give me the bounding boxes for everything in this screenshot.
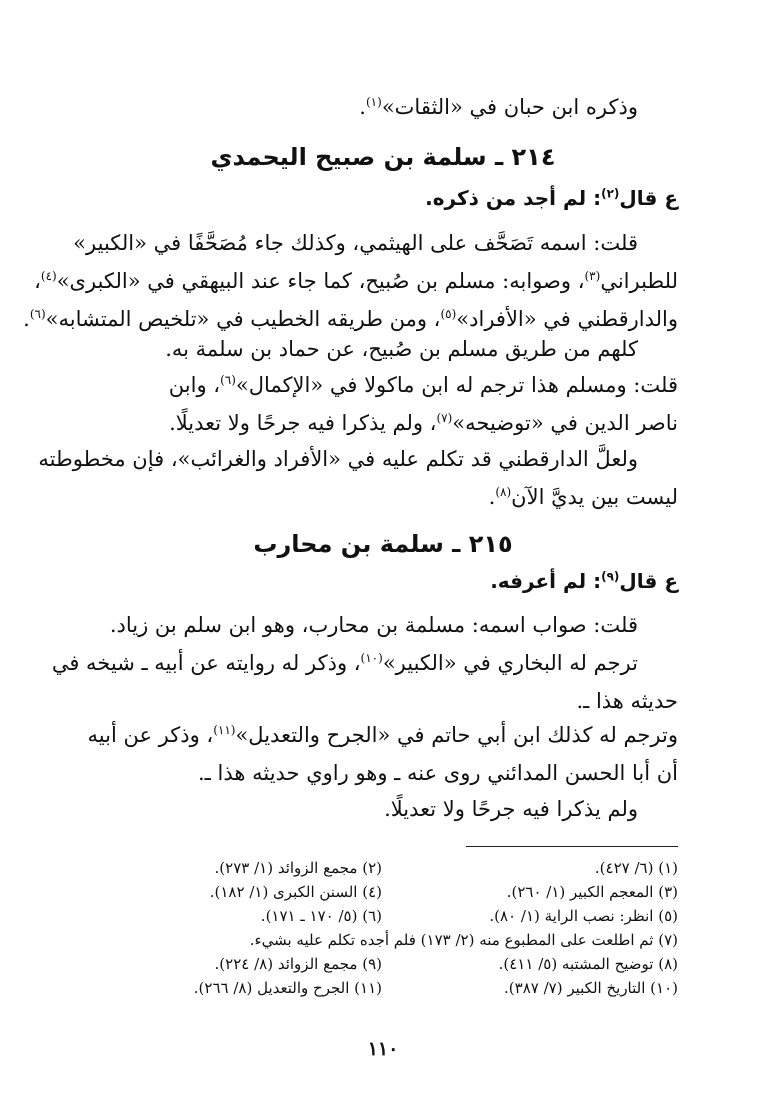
- footnote-8: (٨) توضيح المشتبه (٥/ ٤١١).: [498, 955, 678, 973]
- paragraph-correct-name: [86, 606, 678, 644]
- footnote-ref: (٢): [601, 186, 620, 201]
- text-line: كلهم من طريق مسلم بن صُبيح، عن حماد بن سلمة به.: [165, 337, 638, 361]
- said-line-215: [86, 569, 678, 593]
- footnote-ref: (١١): [213, 723, 236, 737]
- said-label: ع قال: [619, 569, 678, 593]
- text-line: ترجم له البخاري في «الكبير»$^{(١٠)}$، وذكر له روايته عن أبيه ـ شيخه في: [51, 651, 638, 675]
- said-text: : لم أجد من ذكره.: [425, 186, 602, 210]
- footnote-9: (٩) مجمع الزوائد (٨/ ٢٢٤).: [214, 955, 382, 973]
- page-number: ١١٠: [367, 1038, 399, 1060]
- footnote-3: (٣) المعجم الكبير (١/ ٢٦٠).: [506, 883, 678, 901]
- footnote-ref: (١): [365, 95, 382, 109]
- intro-paragraph: [86, 88, 678, 126]
- footnote-row: [86, 856, 678, 880]
- footnote-ref: (٦): [220, 373, 236, 387]
- intro-end: .: [359, 95, 366, 119]
- footnote-4: (٤) السنن الكبرى (١/ ١٨٢).: [209, 883, 382, 901]
- footnote-separator: [466, 846, 678, 847]
- text-line: للطبراني$^{(٣)}$، وصوابه: مسلم بن صُبيح، كما جاء عند البيهقي في «الكبرى»$^{(٤)}$،: [34, 269, 678, 293]
- text-line: قلت: اسمه تَصَحَّف على الهيثمي، وكذلك جاء مُصَحَّفًا في «الكبير»: [73, 231, 638, 255]
- footnote-1: (١) (٦/ ٤٢٧).: [594, 859, 678, 877]
- text-line: والدارقطني في «الأفراد»$^{(٥)}$، ومن طريقه الخطيب في «تلخيص المتشابه»$^{(٦)}$.: [23, 307, 678, 331]
- text-line: ليست بين يديَّ الآن$^{(٨)}$.: [488, 485, 678, 509]
- footnote-ref: (٨): [495, 485, 512, 499]
- said-line-214: [86, 186, 678, 210]
- paragraph-ibn-abi-hatim: [86, 716, 678, 792]
- footnote-ref: (٥): [440, 307, 457, 321]
- footnote-row: [86, 976, 678, 1000]
- paragraph-no-criticism: [86, 790, 678, 828]
- footnote-6: (٦) (٥/ ١٧٠ ـ ١٧١).: [260, 907, 382, 925]
- footnote-ref: (٣): [584, 269, 601, 283]
- footnote-row: [86, 904, 678, 928]
- paragraph-ibn-makula: [86, 366, 678, 442]
- footnotes: [86, 856, 678, 1000]
- footnote-5: (٥) انظر: نصب الراية (١/ ٨٠).: [489, 907, 678, 925]
- text-line: ولعلَّ الدارقطني قد تكلم عليه في «الأفراد والغرائب»، فإن مخطوطته: [38, 447, 638, 471]
- text-line: قلت: صواب اسمه: مسلمة بن محارب، وهو ابن سلم بن زياد.: [109, 613, 638, 637]
- paragraph-name-correction: [23, 224, 678, 338]
- text-line: قلت: ومسلم هذا ترجم له ابن ماكولا في «الإكمال»$^{(٦)}$، وابن: [168, 373, 678, 397]
- intro-text: وذكره ابن حبان في «الثقات»: [381, 95, 638, 119]
- section-heading-215: ٢١٥ ـ سلمة بن محارب: [253, 530, 513, 558]
- text-line: ناصر الدين في «توضيحه»$^{(٧)}$، ولم يذكرا فيه جرحًا ولا تعديلًا.: [169, 411, 678, 435]
- paragraph-bukhari: [51, 644, 678, 720]
- text-line: وترجم له كذلك ابن أبي حاتم في «الجرح والتعديل»$^{(١١)}$، وذكر عن أبيه: [87, 723, 678, 747]
- footnote-row: [86, 880, 678, 904]
- footnote-ref: (٦): [29, 307, 46, 321]
- footnote-2: (٢) مجمع الزوائد (١/ ٢٧٣).: [214, 859, 382, 877]
- footnote-ref: (١٠): [360, 651, 383, 665]
- section-heading-214: ٢١٤ ـ سلمة بن صبيح اليحمدي: [210, 143, 556, 171]
- text-line: ولم يذكرا فيه جرحًا ولا تعديلًا.: [384, 797, 638, 821]
- paragraph-chain: [86, 330, 678, 368]
- text-line: حديثه هذا ـ.: [576, 689, 678, 713]
- footnote-10: (١٠) التاريخ الكبير (٧/ ٣٨٧).: [504, 979, 678, 997]
- intro-line: [86, 88, 678, 126]
- footnote-7: (٧) ثم اطلعت على المطبوع منه (٢/ ١٧٣) فلم أجده تكلم عليه بشيء.: [249, 931, 678, 949]
- said-text: : لم أعرفه.: [490, 569, 602, 593]
- footnote-ref: (٩): [601, 569, 620, 584]
- footnote-row: [86, 952, 678, 976]
- paragraph-daraqutni: [38, 440, 678, 516]
- footnote-ref: (٧): [436, 411, 453, 425]
- footnote-11: (١١) الجرح والتعديل (٨/ ٢٦٦).: [193, 979, 382, 997]
- said-label: ع قال: [619, 186, 678, 210]
- text-line: أن أبا الحسن المدائني روى عنه ـ وهو راوي حديثه هذا ـ.: [197, 761, 678, 785]
- footnote-ref: (٤): [40, 269, 57, 283]
